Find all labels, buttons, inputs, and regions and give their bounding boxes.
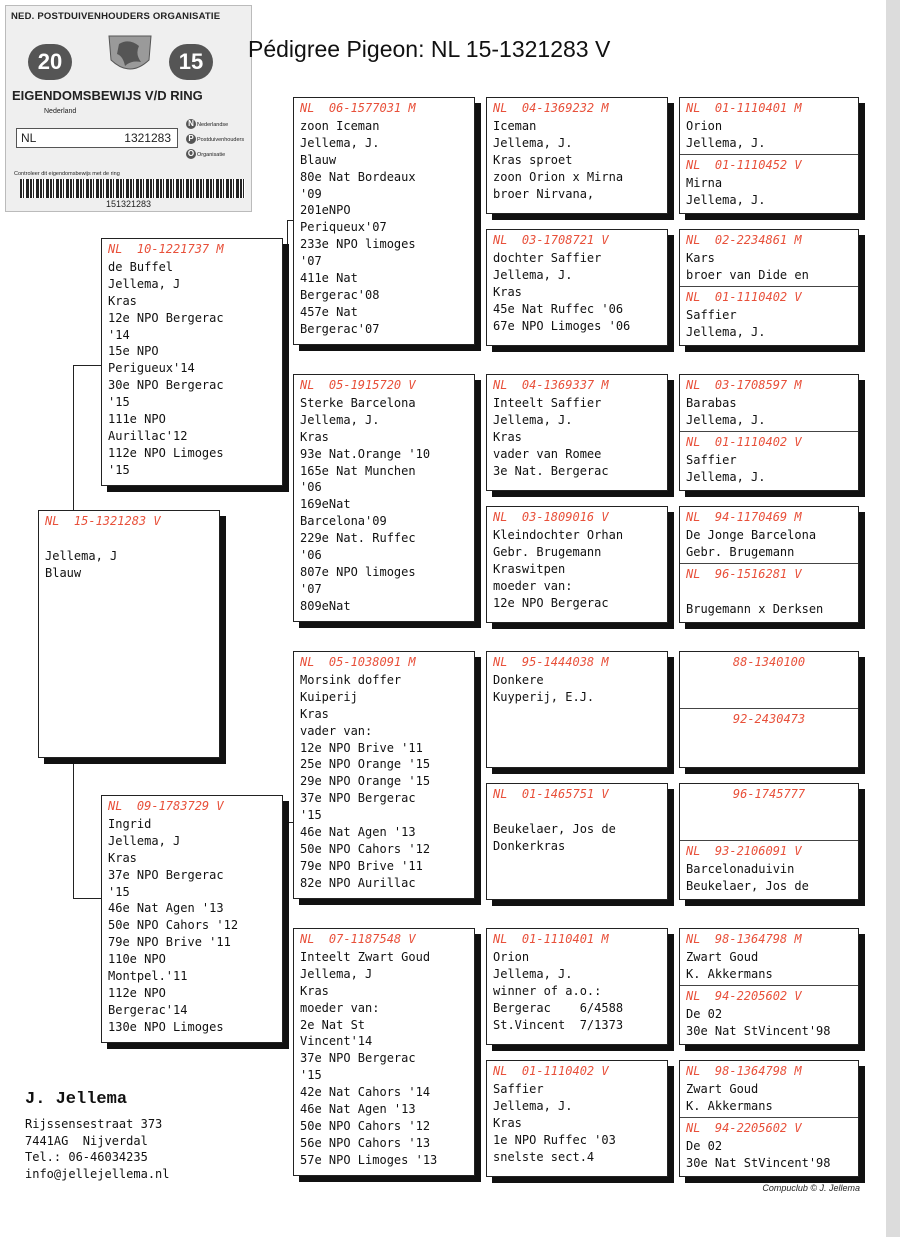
connector-line — [287, 822, 288, 934]
pigeon-info-line: '14 — [108, 327, 130, 342]
ring-number: NL 01-1110402 V — [493, 1064, 609, 1078]
pigeon-info — [487, 118, 667, 203]
pigeon-info-line: Zwart Goud — [686, 949, 759, 964]
pigeon-info-line: 807e NPO limoges — [300, 564, 416, 579]
pigeon-info-line: Inteelt Saffier — [493, 395, 602, 410]
pigeon-info-line: Jellema, J. — [686, 412, 766, 427]
pigeon-info-line: Jellema, J. — [493, 135, 573, 150]
pigeon-info-line: Kras — [300, 429, 329, 444]
pigeon-info — [487, 527, 667, 612]
pigeon-info-line: 57e NPO Limoges '13 — [300, 1152, 438, 1167]
footer-credit: Compuclub © J. Jellema — [762, 1183, 860, 1193]
pigeon-info-line: Kras — [493, 1115, 522, 1130]
pigeon-info-line: '15 — [108, 462, 130, 477]
pigeon-box-fm — [293, 374, 475, 622]
pigeon-info-line: Jellema, J. — [493, 267, 573, 282]
ring-number: NL 05-1038091 M — [300, 655, 416, 669]
pigeon-box-mf — [293, 651, 475, 899]
pigeon-info-line: Kuiperij — [300, 689, 358, 704]
ring-ownership-card — [5, 5, 252, 212]
ring-number: NL 15-1321283 V — [45, 514, 161, 528]
pigeon-box-fmf — [486, 374, 668, 491]
pigeon-info-line: De 02 — [686, 1138, 723, 1153]
pigeon-info-line: 30e Nat StVincent'98 — [686, 1155, 831, 1170]
pigeon-info — [487, 395, 667, 480]
pigeon-info-line: 112e NPO Limoges — [108, 445, 224, 460]
ring-number: NL 05-1915720 V — [300, 378, 416, 392]
pigeon-info-line: winner of a.o.: — [493, 983, 602, 998]
pigeon-info-line: Perigueux'14 — [108, 361, 195, 376]
pigeon-info-line: Gebr. Brugemann — [686, 544, 795, 559]
pigeon-info-line: '15 — [300, 808, 322, 823]
pigeon-info-line: Jellema, J — [108, 276, 181, 291]
connector-line — [73, 898, 101, 899]
pigeon-info-line: 50e NPO Cahors '12 — [108, 918, 239, 933]
pigeon-info-line: 12e NPO Bergerac — [493, 595, 609, 610]
pigeon-info-line: Kras — [300, 983, 329, 998]
pigeon-box-fff — [486, 97, 668, 214]
pigeon-info-line: '07 — [300, 254, 322, 269]
pigeon-info-line: de Buffel — [108, 259, 174, 274]
pigeon-info-line: Inteelt Zwart Goud — [300, 949, 431, 964]
pigeon-info — [680, 584, 858, 618]
connector-line — [73, 365, 74, 511]
pigeon-info — [680, 175, 858, 209]
ring-number: 96-1745777 — [732, 787, 806, 801]
ring-number: NL 93-2106091 V — [686, 844, 802, 858]
pigeon-info-line: Kras — [300, 706, 329, 721]
pigeon-box-gg — [679, 506, 859, 623]
pigeon-info-line: Mirna — [686, 175, 723, 190]
pigeon-box-ff — [293, 97, 475, 345]
pigeon-info-line: Kras — [493, 284, 522, 299]
pigeon-info-line: Jellema, J. — [686, 469, 766, 484]
ring-card-org: NED. POSTDUIVENHOUDERS ORGANISATIE — [11, 11, 221, 22]
pigeon-info-line: Saffier — [686, 452, 737, 467]
pigeon-info — [487, 672, 667, 706]
ring-number: NL 07-1187548 V — [300, 932, 416, 946]
ring-number: NL 02-2234861 M — [686, 233, 802, 247]
ring-number: NL 01-1110402 V — [686, 435, 802, 449]
pigeon-info-line: K. Akkermans — [686, 966, 773, 981]
ring-number: NL 03-1708721 V — [493, 233, 609, 247]
pigeon-info-line: Barcelonaduivin — [686, 861, 795, 876]
pigeon-info-line: Jellema, J. — [493, 966, 573, 981]
pigeon-info-line: 112e NPO — [108, 985, 166, 1000]
pigeon-info — [680, 861, 858, 895]
ring-number: NL 01-1110402 V — [686, 290, 802, 304]
pigeon-info-line: 1e NPO Ruffec '03 — [493, 1132, 616, 1147]
pigeon-info-line: 233e NPO limoges — [300, 237, 416, 252]
pigeon-info-line: 411e Nat — [300, 271, 358, 286]
pigeon-info-line: 111e NPO — [108, 412, 166, 427]
pigeon-info-line: Jellema, J. — [686, 135, 766, 150]
pigeon-info-line: Ingrid — [108, 816, 152, 831]
connector-line — [73, 758, 74, 898]
pigeon-box-subject — [38, 510, 220, 758]
pigeon-info — [680, 118, 858, 152]
ring-number: NL 94-2205602 V — [686, 1121, 802, 1135]
ring-card-year-left: 20 — [28, 44, 72, 80]
lion-crest-icon — [101, 30, 159, 80]
pigeon-info — [294, 672, 474, 892]
pigeon-info-line: Jellema, J — [300, 966, 373, 981]
pigeon-info-line: Barcelona'09 — [300, 514, 387, 529]
pigeon-info-line: 110e NPO — [108, 952, 166, 967]
pigeon-info-line: Sterke Barcelona — [300, 395, 416, 410]
ring-number: NL 01-1110401 M — [686, 101, 802, 115]
pigeon-info — [487, 949, 667, 1034]
pigeon-info-line: Montpel.'11 — [108, 969, 188, 984]
ring-number: 88-1340100 — [732, 655, 806, 669]
pigeon-box-mfm — [486, 783, 668, 900]
ring-card-country: NL — [21, 131, 37, 145]
pigeon-info-line: moeder van: — [493, 578, 573, 593]
pigeon-info — [102, 259, 282, 479]
pigeon-info-line: Bergerac'14 — [108, 1002, 188, 1017]
pigeon-info-line: Beukelaer, Jos de — [686, 878, 809, 893]
pigeon-info-line: 79e NPO Brive '11 — [108, 935, 231, 950]
pigeon-box-gg — [679, 97, 859, 214]
pigeon-box-gg — [679, 783, 859, 900]
pigeon-info-line: 37e NPO Bergerac — [300, 1051, 416, 1066]
pigeon-info-line: 15e NPO — [108, 344, 159, 359]
pigeon-info-line: 3e Nat. Bergerac — [493, 463, 609, 478]
ring-number: NL 95-1444038 M — [493, 655, 609, 669]
pigeon-info — [680, 527, 858, 561]
pigeon-info-line: 37e NPO Bergerac — [108, 867, 224, 882]
pigeon-box-mother — [101, 795, 283, 1043]
pigeon-info-line: 2e Nat St — [300, 1017, 366, 1032]
breeder-address: Rijssensestraat 373 — [25, 1117, 163, 1131]
barcode-number: 151321283 — [105, 199, 152, 209]
ring-number: NL 10-1221737 M — [108, 242, 224, 256]
pigeon-info-line: 229e Nat. Ruffec — [300, 531, 416, 546]
ring-number: NL 03-1708597 M — [686, 378, 802, 392]
pigeon-box-gg — [679, 229, 859, 346]
pigeon-info-line: Kras — [493, 429, 522, 444]
pigeon-info — [487, 1081, 667, 1166]
pigeon-info-line: De Jonge Barcelona — [686, 527, 817, 542]
ring-number: 92-2430473 — [732, 712, 806, 726]
pigeon-info-line: Bergerac'07 — [300, 321, 380, 336]
pigeon-info-line: Kras sproet — [493, 152, 573, 167]
pigeon-info — [680, 395, 858, 429]
ring-card-label: EIGENDOMSBEWIJS V/D RING — [12, 88, 203, 103]
breeder-info — [25, 1090, 170, 1182]
pigeon-info-line: 130e NPO Limoges — [108, 1019, 224, 1034]
pigeon-info-line: Periqueux'07 — [300, 220, 387, 235]
pigeon-info-line: Jellema, J. — [493, 412, 573, 427]
pigeon-info — [680, 452, 858, 486]
ring-number: NL 04-1369337 M — [493, 378, 609, 392]
connector-line — [287, 220, 288, 350]
ring-number: NL 01-1465751 V — [493, 787, 609, 801]
pigeon-box-mmf — [486, 928, 668, 1045]
pigeon-info-line: 46e Nat Agen '13 — [300, 825, 416, 840]
ring-card-nederland: Nederland — [44, 108, 77, 115]
pigeon-info-line: Blauw — [45, 565, 82, 580]
pigeon-info-line: Jellema, J. — [493, 1098, 573, 1113]
pigeon-info — [680, 1081, 858, 1115]
pigeon-box-gg — [679, 1060, 859, 1177]
page-edge — [886, 0, 900, 1237]
pigeon-info-line: 80e Nat Bordeaux — [300, 169, 416, 184]
pigeon-info-line: 457e Nat — [300, 304, 358, 319]
npo-line-1: Nederlandse — [197, 122, 229, 128]
pigeon-info-line: 45e Nat Ruffec '06 — [493, 301, 624, 316]
pigeon-info-line — [39, 531, 219, 548]
pigeon-info-line: Zwart Goud — [686, 1081, 759, 1096]
pigeon-info-line: Kraswitpen — [493, 561, 566, 576]
pigeon-info-line: 201eNPO — [300, 203, 351, 218]
pigeon-info-line: 42e Nat Cahors '14 — [300, 1085, 431, 1100]
pigeon-info-line: Bergerac'08 — [300, 287, 380, 302]
pigeon-info-line: De 02 — [686, 1006, 723, 1021]
ring-number: NL 09-1783729 V — [108, 799, 224, 813]
breeder-email: info@jellejellema.nl — [25, 1166, 170, 1181]
ring-number: NL 03-1809016 V — [493, 510, 609, 524]
pigeon-info-line: Jellema, J. — [686, 192, 766, 207]
pigeon-info-line: zoon Iceman — [300, 118, 380, 133]
ring-number: NL 04-1369232 M — [493, 101, 609, 115]
pigeon-info-line: 29e NPO Orange '15 — [300, 774, 431, 789]
pigeon-info-line: 809eNat — [300, 598, 351, 613]
pigeon-info-line — [680, 584, 858, 601]
pigeon-info-line: broer van Dide en — [686, 267, 809, 282]
pigeon-info-line: Kras — [108, 293, 137, 308]
pigeon-info-line: vader van Romee — [493, 446, 602, 461]
ring-number: NL 94-2205602 V — [686, 989, 802, 1003]
pigeon-info-line: Brugemann x Derksen — [686, 601, 824, 616]
connector-line — [73, 365, 101, 366]
pigeon-info-line: Iceman — [493, 118, 537, 133]
ring-number: NL 94-1170469 M — [686, 510, 802, 524]
barcode — [20, 179, 245, 198]
pigeon-info-line: vader van: — [300, 723, 373, 738]
pigeon-box-gg — [679, 928, 859, 1045]
pigeon-info-line: Jellema, J — [108, 833, 181, 848]
pigeon-info-line: Jellema, J. — [686, 324, 766, 339]
breeder-name: J. Jellema — [25, 1090, 128, 1109]
pigeon-info-line: '15 — [300, 1068, 322, 1083]
pigeon-info-line: 46e Nat Agen '13 — [300, 1102, 416, 1117]
ring-card-number: 1321283 — [124, 131, 171, 145]
pigeon-info-line: Orion — [686, 118, 723, 133]
pigeon-info — [680, 949, 858, 983]
pigeon-info-line: Beukelaer, Jos de — [493, 821, 616, 836]
pigeon-info-line: '07 — [300, 581, 322, 596]
pigeon-info-line: zoon Orion x Mirna — [493, 169, 624, 184]
pigeon-info-line: dochter Saffier — [493, 250, 602, 265]
pigeon-info-line: '06 — [300, 480, 322, 495]
pigeon-info-line: Bergerac 6/4588 — [493, 1000, 624, 1015]
pigeon-info-line: 46e Nat Agen '13 — [108, 901, 224, 916]
pigeon-info-line: 93e Nat.Orange '10 — [300, 446, 431, 461]
pigeon-info-line: Kars — [686, 250, 715, 265]
pigeon-info-line: Saffier — [686, 307, 737, 322]
pigeon-info — [487, 250, 667, 335]
pigeon-info-line: St.Vincent 7/1373 — [493, 1017, 624, 1032]
ring-card-number-box — [16, 128, 178, 148]
pigeon-info-line: 30e Nat StVincent'98 — [686, 1023, 831, 1038]
pigeon-info-line: Barabas — [686, 395, 737, 410]
pigeon-box-gg — [679, 651, 859, 768]
pigeon-info-line: Jellema, J — [45, 548, 118, 563]
pigeon-info-line: Donkere — [493, 672, 544, 687]
ring-number: NL 96-1516281 V — [686, 567, 802, 581]
pigeon-info-line: Vincent'14 — [300, 1034, 373, 1049]
ring-number: NL 01-1110452 V — [686, 158, 802, 172]
pigeon-info — [680, 307, 858, 341]
pigeon-info-line: 67e NPO Limoges '06 — [493, 318, 631, 333]
npo-line-2: Postduivenhouders — [197, 137, 245, 143]
pigeon-box-fmm — [486, 506, 668, 623]
pigeon-info — [294, 118, 474, 338]
breeder-phone: Tel.: 06-46034235 — [25, 1150, 148, 1164]
pigeon-box-mmm — [486, 1060, 668, 1177]
pigeon-info-line: '06 — [300, 548, 322, 563]
pigeon-info-line: 37e NPO Bergerac — [300, 791, 416, 806]
pigeon-info-line: 50e NPO Cahors '12 — [300, 841, 431, 856]
pigeon-info-line: 82e NPO Aurillac — [300, 875, 416, 890]
pigeon-info — [39, 531, 219, 582]
pigeon-info-line: 50e NPO Cahors '12 — [300, 1118, 431, 1133]
pigeon-info — [102, 816, 282, 1036]
pigeon-info-line: 30e NPO Bergerac — [108, 378, 224, 393]
pigeon-info-line: Kleindochter Orhan — [493, 527, 624, 542]
pigeon-info-line: 56e NPO Cahors '13 — [300, 1135, 431, 1150]
pigeon-info — [680, 1138, 858, 1172]
pigeon-info-line: Gebr. Brugemann — [493, 544, 602, 559]
npo-line-3: Organisatie — [197, 152, 226, 158]
ring-number: NL 01-1110401 M — [493, 932, 609, 946]
pigeon-box-ffm — [486, 229, 668, 346]
ring-number: NL 98-1364798 M — [686, 1064, 802, 1078]
pigeon-info-line: Aurillac'12 — [108, 428, 188, 443]
pigeon-info-line: 165e Nat Munchen — [300, 463, 416, 478]
pigeon-info-line: snelste sect.4 — [493, 1149, 595, 1164]
pigeon-info-line: Saffier — [493, 1081, 544, 1096]
pigeon-info-line: 79e NPO Brive '11 — [300, 858, 423, 873]
ring-number: NL 98-1364798 M — [686, 932, 802, 946]
breeder-city: 7441AG Nijverdal — [25, 1133, 148, 1148]
pigeon-box-mm — [293, 928, 475, 1176]
ring-card-year-right: 15 — [169, 44, 213, 80]
pigeon-info-line: 12e NPO Brive '11 — [300, 740, 423, 755]
pigeon-info-line: Jellema, J. — [300, 135, 380, 150]
pigeon-info-line: moeder van: — [300, 1000, 380, 1015]
ring-card-control-text: Controleer dit eigendomsbewijs met de ring — [14, 171, 120, 177]
pigeon-info-line: Blauw — [300, 152, 337, 167]
ring-number: NL 06-1577031 M — [300, 101, 416, 115]
pigeon-info-line: Donkerkras — [493, 838, 566, 853]
pigeon-info — [680, 1006, 858, 1040]
pigeon-info-line: Jellema, J. — [300, 412, 380, 427]
pigeon-info-line: '15 — [108, 395, 130, 410]
pigeon-info-line: Kuyperij, E.J. — [493, 689, 595, 704]
pigeon-info — [680, 250, 858, 284]
pigeon-info-line: 25e NPO Orange '15 — [300, 757, 431, 772]
pigeon-info — [294, 949, 474, 1169]
pigeon-info-line: '15 — [108, 884, 130, 899]
pigeon-info-line: 12e NPO Bergerac — [108, 310, 224, 325]
pigeon-box-gg — [679, 374, 859, 491]
pigeon-info — [294, 395, 474, 615]
page-title: Pédigree Pigeon: NL 15-1321283 V — [248, 36, 611, 62]
npo-logo: N Nederlandse P Postduivenhouders O Organisatie — [187, 119, 245, 158]
pigeon-info-line: K. Akkermans — [686, 1098, 773, 1113]
pigeon-info-line: broer Nirvana, — [493, 186, 595, 201]
pigeon-info-line: Orion — [493, 949, 530, 964]
pigeon-info-line: '09 — [300, 186, 322, 201]
pigeon-info — [487, 804, 667, 855]
pigeon-box-father — [101, 238, 283, 486]
pigeon-info-line — [487, 804, 667, 821]
pigeon-info-line: Morsink doffer — [300, 672, 402, 687]
pigeon-info-line: 169eNat — [300, 497, 351, 512]
pigeon-info-line: Kras — [108, 850, 137, 865]
pigeon-box-mff — [486, 651, 668, 768]
